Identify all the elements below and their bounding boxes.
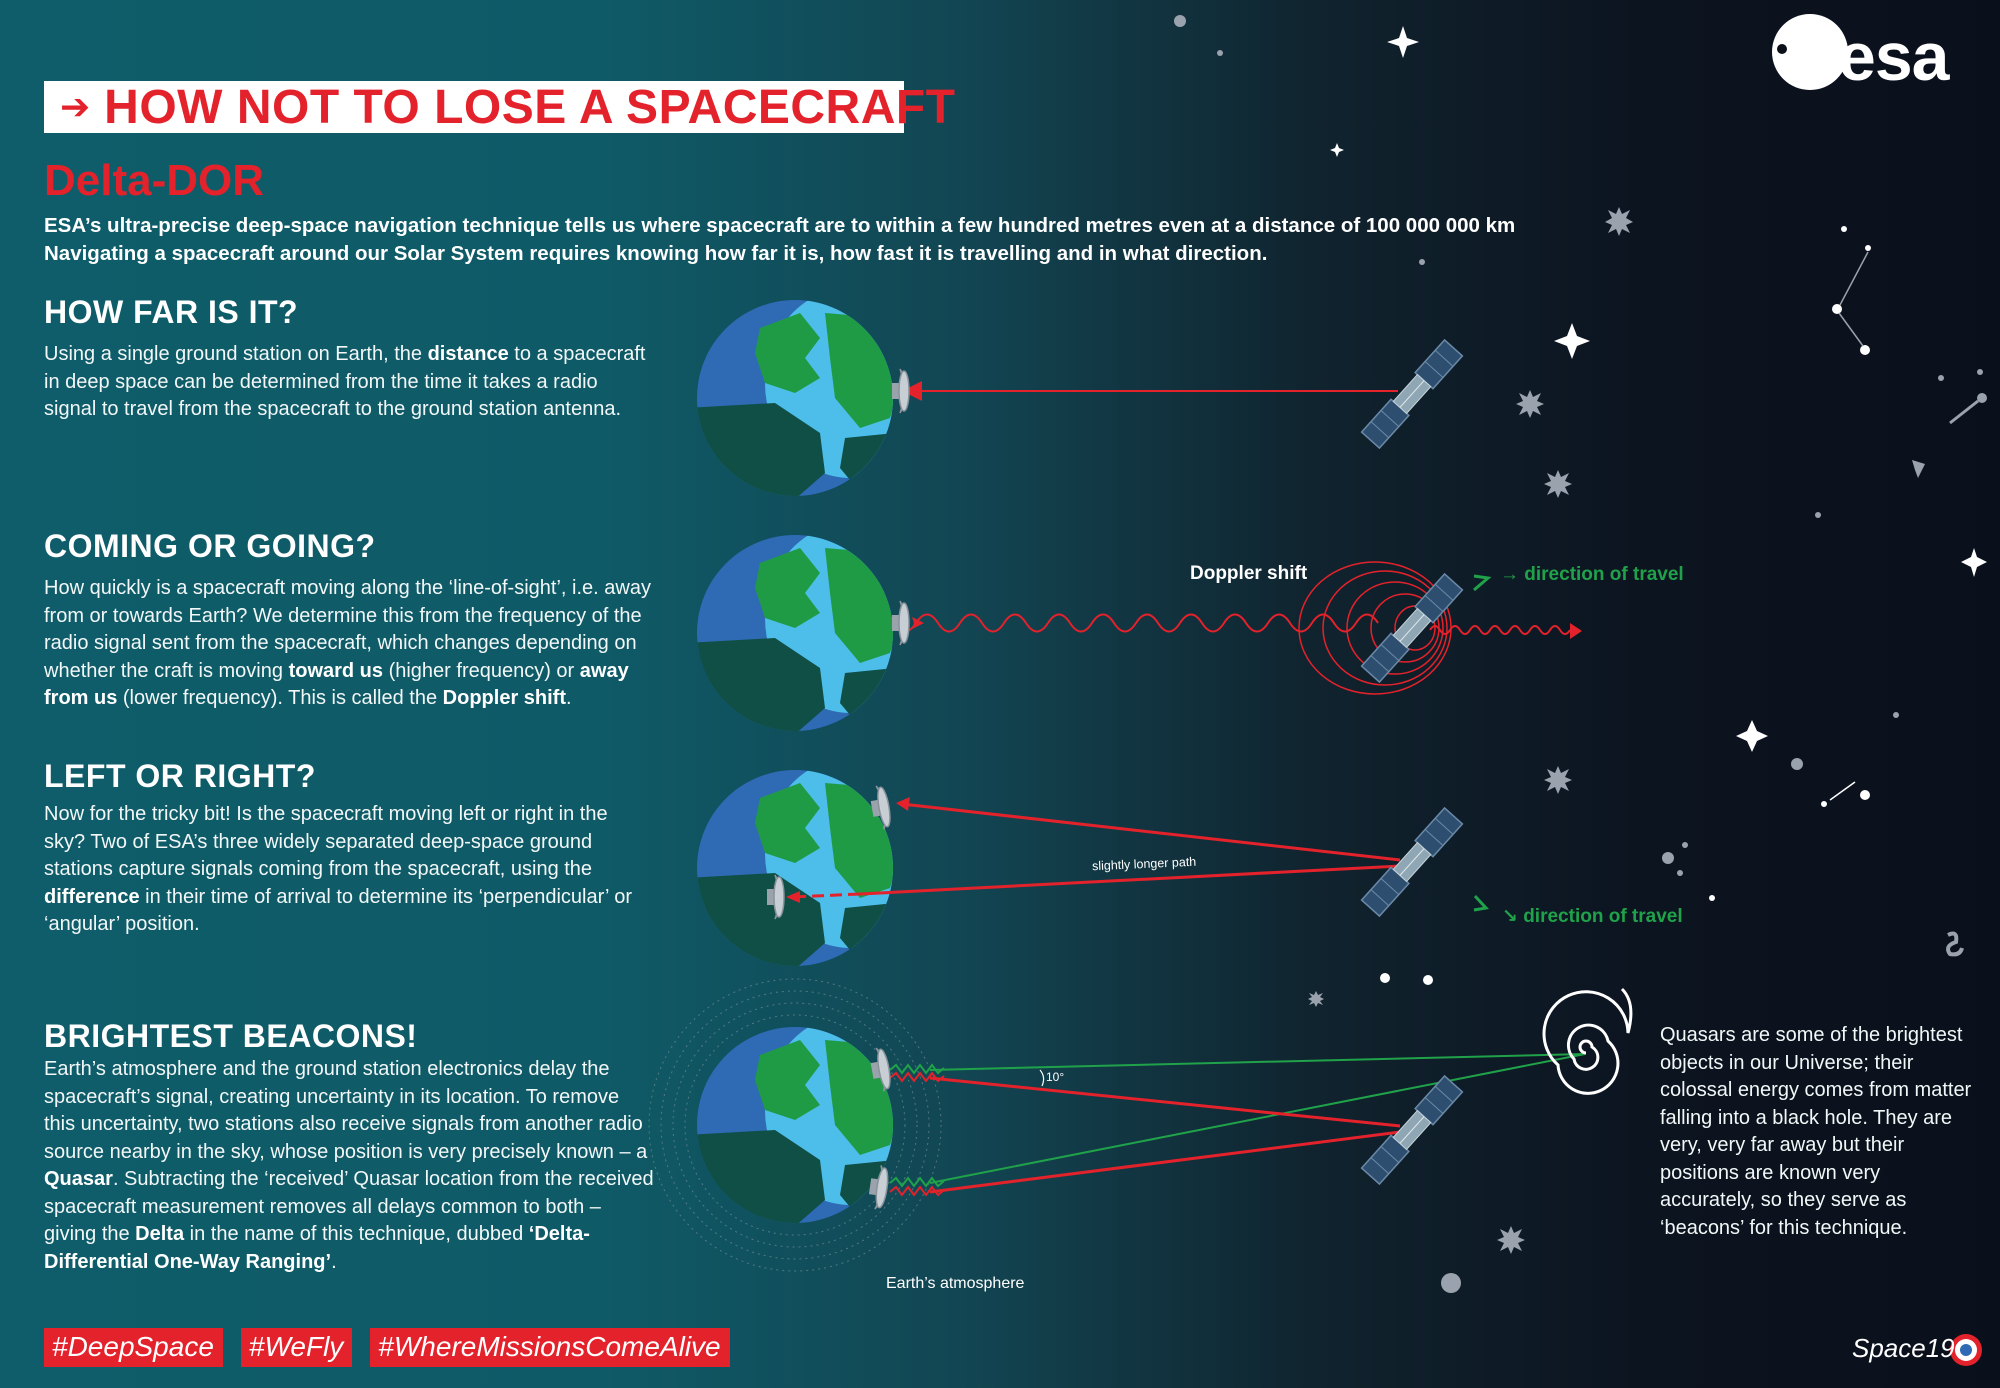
earth-4 (675, 1005, 935, 1245)
space19-badge-icon (1950, 1334, 1982, 1366)
atmosphere-label: Earth’s atmosphere (886, 1275, 1025, 1292)
hashtag-wheremissionscomealive[interactable]: #WhereMissionsComeAlive (370, 1328, 729, 1367)
direction-of-travel-label-2: ↘ direction of travel (1502, 906, 1683, 927)
section-body-distance: Using a single ground station on Earth, the distance to a spacecraft in deep space can be determined from the time it takes a radio signal to travel from the spacecraft to the ground station antenna. (44, 343, 646, 420)
esa-logo-icon (1772, 14, 1848, 90)
section-heading-doppler: COMING OR GOING? (44, 528, 376, 564)
quasar-spiral-icon (1544, 989, 1631, 1093)
title-banner (44, 80, 956, 134)
section-heading-distance: HOW FAR IS IT? (44, 294, 299, 330)
longer-path-label: slightly longer path (1091, 854, 1197, 874)
emphasis-text: ‘Delta-Differential One-Way Ranging’ (44, 1223, 590, 1273)
distance-signal (892, 340, 1462, 448)
intro-line-1: ESA’s ultra-precise deep-space navigation technique tells us where spacecraft are to within a few hundred metres even at a distance of 100 000 000 km (44, 214, 1516, 237)
emphasis-text: Quasar (44, 1168, 113, 1190)
space19-brand: Space19 (1852, 1333, 1955, 1363)
section-heading-quasar: BRIGHTEST BEACONS! (44, 1018, 418, 1054)
quasar-description: Quasars are some of the brightest objects in our Universe; their colossal energy comes from matter falling into a black hole. They are very, very far away but their positions are known very accurately, so they serve as ‘beacons’ for this technique. (1660, 1024, 1972, 1239)
section-body-angular: Now for the tricky bit! Is the spacecraft moving left or right in the sky? Two of ESA’s three widely separated deep-space ground stations capture signals coming from the spacecraft, using the difference in their time of arrival to determine its ‘perpendicular’ or ‘angular’ position. (44, 803, 633, 935)
page-title: HOW NOT TO LOSE A SPACECRAFT (104, 80, 956, 134)
arrow-right-icon: ➔ (60, 86, 91, 127)
intro-text (44, 212, 1515, 268)
quasar-signal (867, 989, 1631, 1210)
emphasis-text: Delta (135, 1223, 185, 1245)
section-body-doppler: How quickly is a spacecraft moving along the ‘line-of-sight’, i.e. away from or towards Earth? We determine this from the frequency of the radio signal sent from the spacecraft, which changes depending on whether the craft is moving toward us (higher frequency) or away from us (lower frequency). This is called the Doppler shift. (44, 577, 651, 709)
section-heading-angular: LEFT OR RIGHT? (44, 758, 316, 794)
doppler-shift-label: Doppler shift (1190, 563, 1308, 584)
hashtag-deepspace[interactable]: #DeepSpace (44, 1328, 223, 1367)
hashtag-wefly[interactable]: #WeFly (241, 1328, 352, 1367)
emphasis-text: toward us (288, 659, 384, 682)
emphasis-text: distance (427, 343, 509, 365)
direction-of-travel-label-1: → direction of travel (1500, 564, 1684, 585)
emphasis-text: Doppler shift (442, 687, 567, 709)
page-subtitle: Delta-DOR (44, 156, 265, 205)
earth-2 (675, 513, 935, 753)
angle-label: 10° (1046, 1070, 1065, 1084)
esa-logo-text: esa (1838, 19, 1949, 95)
earth-3 (675, 748, 935, 988)
intro-line-2: Navigating a spacecraft around our Solar System requires knowing how far it is, how fast it is travelling and in what direction. (44, 242, 1268, 265)
emphasis-text: difference (44, 885, 140, 908)
hashtag-row (44, 1328, 730, 1367)
section-body-quasar: Earth’s atmosphere and the ground station electronics delay the spacecraft’s signal, creating uncertainty in its location. To remove this uncertainty, two stations also receive signals from another radio source nearby in the sky, whose position is very precisely known – a Quasar. Subtracting the ‘received’ Quasar location from the received spacecraft measurement removes all delays common to both – giving the Delta in the name of this technique, dubbed ‘Delta-Differential One-Way Ranging’. (44, 1058, 654, 1273)
emphasis-text: away from us (44, 659, 629, 709)
